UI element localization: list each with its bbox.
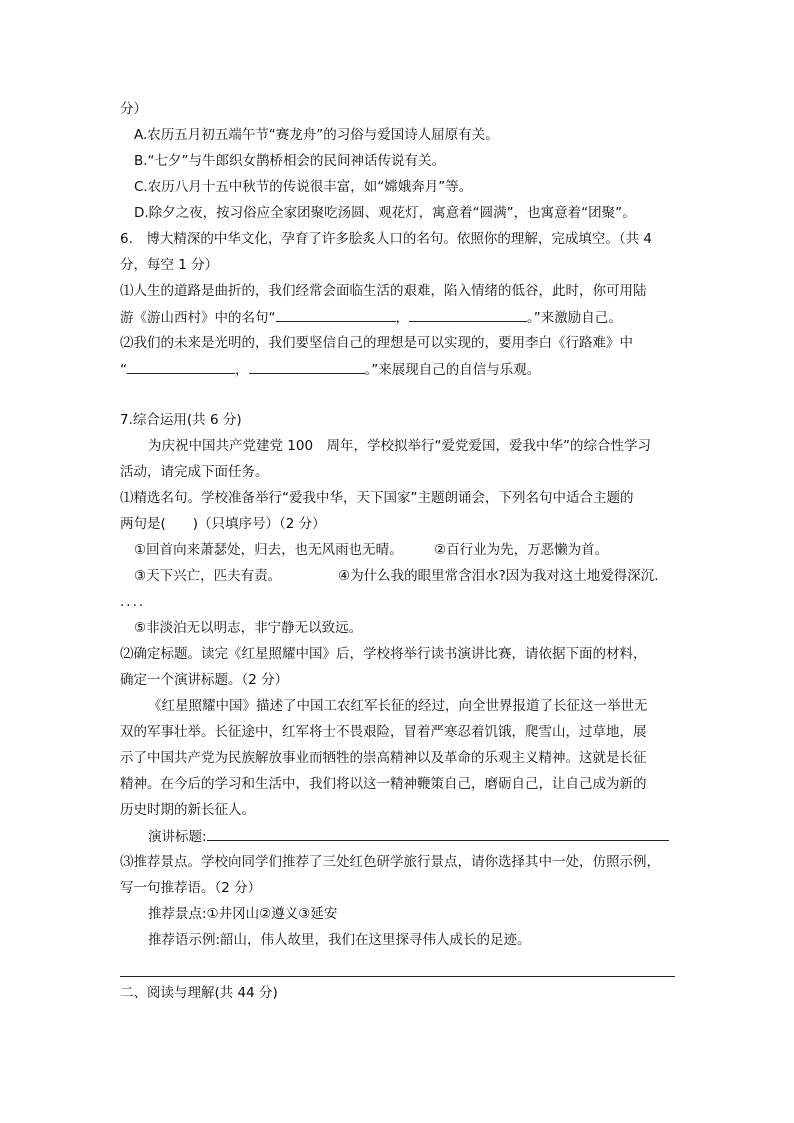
q6-sub1-line1: ⑴人生的道路是曲折的，我们经常会面临生活的艰难，陷入情绪的低谷，此时，你可用陆 (120, 283, 647, 299)
q6-sub1-comma: ， (395, 310, 409, 326)
q7-option-3: ③天下兴亡，匹夫有责。 (134, 568, 282, 584)
q7-option-4: ④为什么我的眼里常含泪水?因为我对这土地爱得深沉. (338, 568, 659, 584)
q7-option-5: ⑤非淡泊无以明志，非宁静无以致远。 (134, 620, 363, 636)
q7-speech-title-label: 演讲标题: (148, 829, 207, 845)
q7-intro-line2: 活动，请完成下面任务。 (120, 464, 269, 480)
q7-task3-line1: ⑶推荐景点。学校向同学们推荐了三处红色研学旅行景点，请你选择其中一处，仿照示例， (120, 854, 660, 870)
q7-material-line2: 双的军事壮举。长征途中，红军将士不畏艰险，冒着严寒忍着饥饿，爬雪山，过草地，展 (120, 724, 647, 740)
q5-option-c: C.农历八月十五中秋节的传说很丰富，如“嫦娥奔月”等。 (134, 179, 473, 195)
q7-speech-title-blank[interactable] (207, 826, 669, 841)
answer-line-divider (120, 976, 675, 977)
q7-heading: 7.综合运用(共 6 分) (120, 412, 242, 428)
q7-material-line3: 示了中国共产党为民族解放事业而牺牲的崇高精神以及革命的乐观主义精神。这就是长征 (120, 750, 647, 766)
q7-task1-line1: ⑴精选名句。学校准备举行“爱我中华，天下国家”主题朗诵会，下列名句中适合主题的 (120, 490, 634, 506)
q7-material-line5: 历史时期的新长征人。 (120, 802, 255, 818)
q5-tail: 分） (120, 101, 147, 117)
q6-blank-3[interactable] (127, 359, 235, 374)
q7-task2-line1: ⑵确定标题。读完《红星照耀中国》后，学校将举行读书演讲比赛，请依据下面的材料， (120, 646, 647, 662)
q7-task1-line2: 两句是( )（只填序号）（2 分） (120, 516, 326, 532)
q6-blank-2[interactable] (409, 307, 527, 322)
q6-sub2-prefix: “ (120, 362, 127, 378)
q5-option-d: D.除夕之夜，按习俗应全家团聚吃汤圆、观花灯，寓意着“圆满”，也寓意着“团聚”。 (134, 205, 636, 221)
q7-spots: 推荐景点:①井冈山②遵义③延安 (148, 906, 338, 922)
q7-speech-title-row (148, 826, 669, 847)
q6-blank-1[interactable] (276, 307, 396, 322)
q6-sub2-line1: ⑵我们的未来是光明的，我们要坚信自己的理想是可以实现的，要用李白《行路难》中 (120, 335, 633, 351)
q6-sub2-comma: ， (235, 362, 249, 378)
q6-stem-line2: 分，每空 1 分） (120, 257, 219, 273)
q5-option-a: A.农历五月初五端午节“赛龙舟”的习俗与爱国诗人屈原有关。 (134, 127, 499, 143)
q6-sub1-line2 (120, 307, 622, 328)
q6-sub1-suffix: 。”来激励自己。 (527, 310, 622, 326)
q7-option-4-dots: .... (120, 594, 146, 610)
q7-material-line4: 精神。在今后的学习和生活中，我们将以这一精神鞭策自己，磨砺自己，让自己成为新的 (120, 776, 647, 792)
q7-example: 推荐语示例:韶山，伟人故里，我们在这里探寻伟人成长的足迹。 (148, 932, 531, 948)
q6-sub2-line2 (120, 359, 540, 380)
q7-intro-line1: 为庆祝中国共产党建党 100 周年，学校拟举行“爱党爱国，爱我中华”的综合性学习 (148, 438, 652, 454)
q6-sub2-suffix: 。”来展现自己的自信与乐观。 (364, 362, 541, 378)
q6-sub1-prefix: 游《游山西村》中的名句“ (120, 310, 276, 326)
section-2-heading: 二、阅读与理解(共 44 分) (120, 985, 278, 1001)
q7-option-2: ②百行业为先，万恶懒为首。 (434, 542, 609, 558)
q7-material-line1: 《红星照耀中国》描述了中国工农红军长征的经过，向全世界报道了长征这一举世无 (148, 698, 648, 714)
q6-blank-4[interactable] (249, 359, 365, 374)
q7-option-1: ①回首向来萧瑟处，归去，也无风雨也无晴。 (134, 542, 403, 558)
q7-task2-line2: 确定一个演讲标题。（2 分） (120, 672, 289, 688)
q6-stem-line1: 6. 博大精深的中华文化，孕育了许多脍炙人口的名句。依照你的理解，完成填空。（共 4 (120, 231, 653, 247)
q5-option-b: B.“七夕”与牛郎织女鹊桥相会的民间神话传说有关。 (134, 153, 446, 169)
q7-task3-line2: 写一句推荐语。（2 分） (120, 880, 262, 896)
